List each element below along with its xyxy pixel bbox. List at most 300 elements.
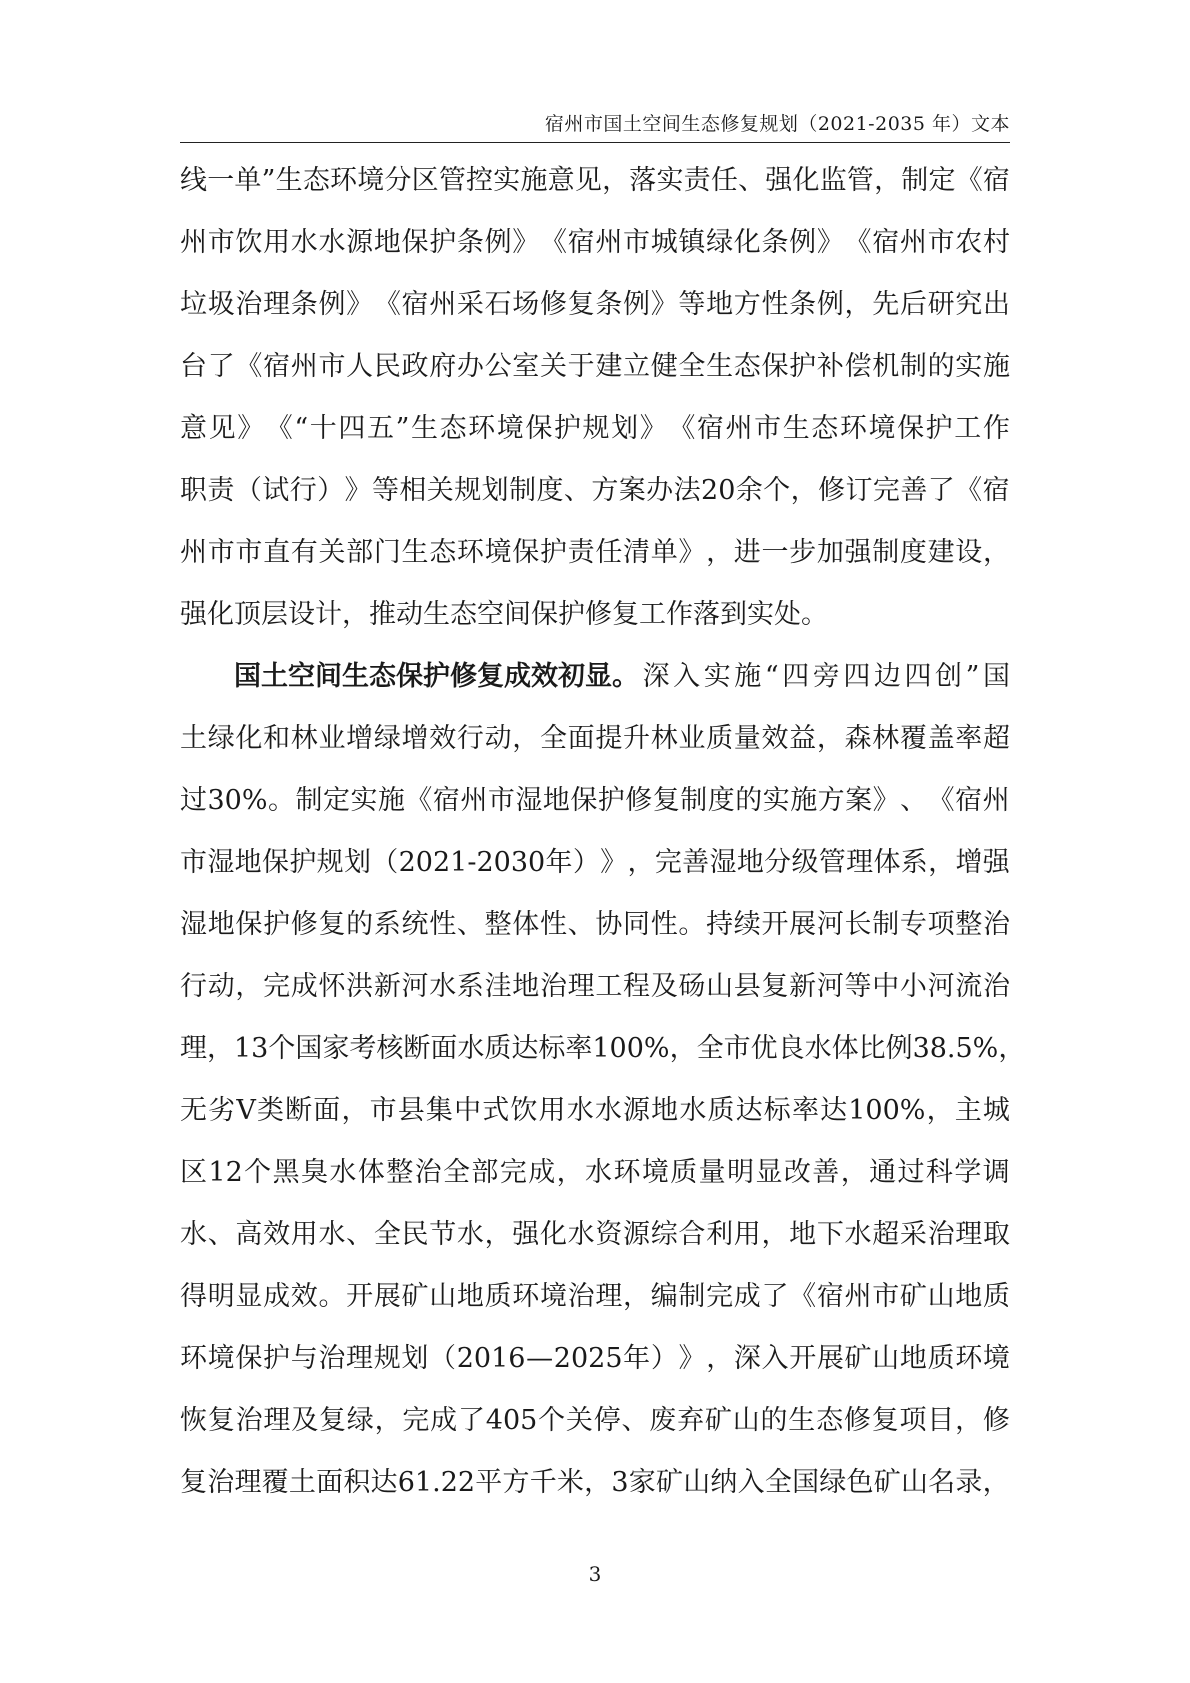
glyph: 率 [791,1095,819,1126]
glyph: 洼 [484,971,512,1002]
glyph: 案 [845,785,873,816]
glyph: ， [874,165,902,196]
glyph: 明 [727,1157,755,1188]
text-line [180,832,1010,894]
glyph: 订 [845,475,873,506]
glyph: 率 [565,1033,593,1064]
glyph: 规 [582,413,610,444]
glyph: 实 [762,785,790,816]
glyph: 《 [844,227,872,258]
glyph: 制 [509,475,537,506]
glyph: 一 [761,537,789,568]
glyph: 清 [623,537,650,568]
glyph: 完 [654,847,682,878]
glyph: 目 [927,1405,955,1436]
glyph: 得 [180,1281,207,1312]
glyph: 试 [262,475,290,506]
glyph: 护 [263,909,291,940]
glyph: 用 [290,1219,318,1250]
glyph: 家 [322,1033,350,1064]
glyph: 纳 [710,1467,738,1498]
glyph: ， [235,971,263,1002]
glyph: 展 [373,1281,401,1312]
glyph: 农 [955,227,983,258]
glyph: 《 [927,785,955,816]
glyph: 生 [782,413,810,444]
glyph: 的 [760,1405,788,1436]
glyph: 台 [180,351,207,382]
glyph: ， [484,1219,512,1250]
glyph: 环 [512,1281,540,1312]
glyph: 林 [650,723,678,754]
glyph: 洪 [346,971,374,1002]
glyph: 分 [384,165,412,196]
glyph: 水 [804,1033,832,1064]
glyph: 地 [234,847,262,878]
glyph: 过 [897,1157,925,1188]
glyph: ” [395,413,410,444]
glyph: 态 [429,537,457,568]
glyph: 治 [414,1157,442,1188]
glyph: 水 [318,1219,346,1250]
glyph: 标 [763,1095,791,1126]
glyph: 持 [706,909,734,940]
glyph: 405 [485,1405,538,1436]
glyph: 与 [290,1343,318,1374]
glyph: 关 [318,537,346,568]
glyph: ） [572,847,600,878]
glyph: 定 [322,785,350,816]
glyph: 施 [790,785,818,816]
glyph: 质 [707,1095,735,1126]
glyph: 国 [295,1033,323,1064]
text-line [180,460,1010,522]
glyph: 源 [346,227,374,258]
glyph: 》 [816,227,844,258]
glyph: 完 [706,1281,734,1312]
glyph: 了 [457,1405,485,1436]
glyph: 理 [180,1033,207,1064]
glyph: 质 [982,1281,1010,1312]
glyph: 、 [738,165,766,196]
glyph: 主 [954,1095,982,1126]
glyph: ， [844,289,872,320]
glyph: ， [761,1219,789,1250]
glyph: ， [669,1033,697,1064]
glyph: 砀 [678,971,706,1002]
glyph: 四 [904,661,932,692]
glyph: ” [965,661,980,692]
glyph: 境 [496,413,524,444]
glyph: 复 [567,289,595,320]
glyph: 市 [927,227,955,258]
glyph: 治 [539,971,567,1002]
glyph: 护 [429,227,457,258]
glyph: 环 [613,1157,641,1188]
glyph: “ [764,661,779,692]
glyph: 步 [789,537,817,568]
glyph: 化 [733,227,761,258]
glyph: 单 [234,165,262,196]
glyph: ， [816,723,844,754]
glyph: 设 [955,537,983,568]
glyph: 立 [623,351,650,382]
glyph: 节 [429,1219,457,1250]
glyph: 项 [927,909,955,940]
glyph: ， [706,1343,734,1374]
glyph: 环 [839,413,867,444]
glyph: 复 [761,971,789,1002]
glyph: 水 [679,1095,707,1126]
glyph: 实 [493,165,521,196]
glyph: 升 [623,723,650,754]
glyph: 护 [263,1343,291,1374]
glyph: 、 [346,1219,374,1250]
glyph: ， [627,847,655,878]
glyph: 工 [595,971,623,1002]
glyph: 质 [484,1281,512,1312]
glyph: 断 [285,1095,313,1126]
glyph: 例 [318,289,346,320]
glyph: 地 [512,971,540,1002]
glyph: 平 [475,1467,503,1498]
glyph: 入 [737,1467,765,1498]
glyph: 资 [595,1219,623,1250]
glyph: 公 [484,351,512,382]
glyph: ， [512,723,540,754]
glyph: 集 [425,1095,453,1126]
glyph: 新 [373,971,401,1002]
glyph: 了 [927,475,955,506]
glyph: 性 [429,909,457,940]
glyph: 完 [263,971,291,1002]
glyph: 增 [401,723,429,754]
glyph: 3 [611,1467,629,1498]
glyph: 境 [641,1157,669,1188]
glyph: 治 [567,1281,595,1312]
glyph: 市 [369,1095,397,1126]
glyph: 比 [858,1033,886,1064]
glyph: 市 [487,785,515,816]
glyph: 式 [482,1095,510,1126]
glyph: 个 [268,1033,296,1064]
glyph: 度 [899,537,927,568]
glyph: 部 [346,537,374,568]
glyph: 质 [927,1343,955,1374]
glyph: 理 [567,971,595,1002]
glyph: 》 [639,413,667,444]
glyph: 责 [683,165,711,196]
glyph: 施 [982,351,1010,382]
glyph: 地 [651,1095,679,1126]
glyph: 个 [538,1405,566,1436]
glyph: 成 [733,1281,761,1312]
glyph: 编 [650,1281,678,1312]
glyph: 。 [678,909,706,940]
glyph: 《 [668,413,696,444]
glyph: 水 [318,227,346,258]
glyph: 余 [735,475,763,506]
glyph: 综 [650,1219,678,1250]
glyph: 湿 [207,847,235,878]
glyph: 利 [706,1219,734,1250]
glyph: 体 [357,1157,385,1188]
glyph: 州 [429,289,457,320]
glyph: 市 [723,1033,751,1064]
glyph: （ [371,847,399,878]
glyph: 偿 [844,351,872,382]
glyph: 制 [678,1281,706,1312]
glyph: ， [556,1157,584,1188]
glyph: “ [294,413,309,444]
text-line [180,274,1010,336]
glyph: 《 [235,351,263,382]
glyph: 健 [650,351,678,382]
glyph: 善 [682,847,710,878]
glyph: （ [429,1343,457,1374]
glyph: 水 [566,1095,594,1126]
glyph: 水 [329,1157,357,1188]
glyph: ， [790,475,818,506]
glyph: 宿 [263,351,291,382]
glyph: 质 [484,1033,512,1064]
glyph: 的 [927,351,955,382]
glyph: 、 [621,1405,649,1436]
glyph: 体 [512,909,540,940]
glyph: 市 [180,847,207,878]
glyph: 怀 [318,971,346,1002]
glyph: 高 [235,1219,263,1250]
glyph: 全 [443,1157,471,1188]
text-line [180,708,1010,770]
glyph: 水 [456,1219,484,1250]
text-line [180,956,1010,1018]
glyph: 了 [761,1281,789,1312]
glyph: 一 [207,165,235,196]
glyph: 显 [755,1157,783,1188]
glyph: ， [706,537,734,568]
glyph: 地 [207,909,235,940]
glyph: 后 [899,289,927,320]
paragraph-2 [180,646,1026,1514]
glyph: 法 [673,475,701,506]
glyph: 镇 [678,227,706,258]
glyph: 规 [373,1343,401,1374]
text-line [180,894,1010,956]
glyph: 境 [868,413,896,444]
glyph: 家 [628,1467,656,1498]
glyph: 府 [429,351,457,382]
glyph: ， [928,847,956,878]
glyph: 关 [426,475,454,506]
text-line [180,1018,1026,1080]
text-line [180,212,1010,274]
glyph: 开 [761,909,789,940]
glyph: 例 [789,227,817,258]
glyph: 境 [539,1281,567,1312]
glyph: 系 [456,971,484,1002]
glyph: 落 [629,165,657,196]
glyph: 《 [405,785,433,816]
text-line [180,1328,1010,1390]
glyph: 州 [460,785,488,816]
glyph: 施 [377,785,405,816]
glyph: 城 [650,227,678,258]
glyph: 意 [180,413,207,444]
glyph: 保 [261,847,289,878]
glyph: 复 [652,785,680,816]
glyph: 宿 [432,785,460,816]
glyph: ” [261,165,276,196]
text-line [180,1452,1010,1514]
glyph: 中 [872,971,900,1002]
glyph: 进 [733,537,761,568]
glyph: 实 [350,785,378,816]
glyph: 方 [733,289,761,320]
text-line [180,336,1010,398]
glyph: 源 [623,1219,650,1250]
glyph: 划 [611,413,639,444]
glyph: 护 [553,413,581,444]
glyph: 补 [816,351,844,382]
glyph: 质 [706,723,734,754]
glyph: 入 [761,1343,789,1374]
glyph: 性 [761,289,789,320]
glyph: 态 [439,413,467,444]
glyph: 山 [706,971,734,1002]
glyph: 环 [330,165,358,196]
glyph: 规 [316,847,344,878]
glyph: 用 [733,1219,761,1250]
glyph: 于 [567,351,595,382]
glyph: 水 [844,1219,872,1250]
glyph: ， [341,1095,369,1126]
glyph: 量 [733,723,761,754]
glyph: 、 [900,785,928,816]
glyph: 效 [290,1281,318,1312]
glyph: 强 [765,165,793,196]
glyph: 率 [955,723,983,754]
glyph: 项 [899,1405,927,1436]
glyph: 过 [180,785,207,816]
glyph: 州 [180,227,207,258]
text-line [180,1080,1010,1142]
glyph: 程 [623,971,650,1002]
glyph: 面 [567,723,595,754]
glyph: 展 [816,1343,844,1374]
glyph: 效 [263,1219,291,1250]
glyph: 盖 [927,723,955,754]
glyph: 责 [207,475,235,506]
glyph: 地 [456,1281,484,1312]
glyph: 湿 [180,909,207,940]
glyph: 面 [313,1095,341,1126]
glyph: 山 [872,1343,900,1374]
glyph: 划 [401,1343,429,1374]
text-line [180,1390,1010,1452]
glyph: 管 [438,165,466,196]
glyph: 林 [290,723,318,754]
glyph: 量 [698,1157,726,1188]
text-line [180,522,1010,584]
glyph: 用 [263,227,291,258]
glyph: 保 [512,537,540,568]
glyph: 加 [816,537,844,568]
glyph: 生 [410,413,438,444]
glyph: 整 [955,909,983,940]
glyph: 续 [733,909,761,940]
glyph: 及 [650,971,678,1002]
glyph: 例 [623,289,650,320]
glyph: ， [602,165,630,196]
glyph: 圾 [207,289,235,320]
glyph: 条 [595,289,623,320]
glyph: 》 [344,475,372,506]
glyph: 区 [411,165,439,196]
text-line [180,1266,1010,1328]
glyph: 面 [430,1033,458,1064]
glyph: 方 [502,1467,530,1498]
glyph: 动 [484,723,512,754]
glyph: 山 [927,1281,955,1312]
glyph: 、 [456,909,484,940]
glyph: 统 [401,909,429,940]
glyph: 制 [899,351,927,382]
glyph: 控 [466,165,494,196]
glyph: 垃 [180,289,207,320]
glyph: ， [840,1157,868,1188]
glyph: 等 [678,289,706,320]
glyph: 深 [642,661,670,692]
glyph: 质 [670,1157,698,1188]
glyph: 个 [244,1157,272,1188]
running-header: 宿州市国土空间生态修复规划（2021-2035 年）文本 [544,113,1010,135]
glyph: 》 [678,537,706,568]
glyph: 划 [343,847,371,878]
paragraph-1 [180,150,1010,646]
glyph: 修 [625,785,653,816]
glyph: 国 [982,661,1010,692]
glyph: 年 [545,847,573,878]
glyph: 流 [955,971,983,1002]
glyph: 2021-2030 [398,847,546,878]
glyph: 境 [357,165,385,196]
glyph: 完 [872,475,900,506]
glyph: 达 [820,1095,848,1126]
glyph: 保 [401,227,429,258]
glyph: 见 [208,413,236,444]
glyph: 城 [982,1095,1010,1126]
glyph: 保 [761,351,789,382]
glyph: 20 [701,475,736,506]
glyph: 境 [484,537,512,568]
glyph: ， [955,1405,983,1436]
glyph: 市 [235,537,263,568]
glyph: 》 [650,289,678,320]
glyph: 绿 [819,1467,847,1498]
glyph: 业 [678,723,706,754]
glyph: 边 [873,661,901,692]
glyph: ， [584,1467,612,1498]
glyph: 、 [567,909,595,940]
glyph: 市 [318,351,346,382]
glyph: 市 [754,413,782,444]
glyph: 任 [710,165,738,196]
glyph: 定 [928,165,956,196]
glyph: 化 [792,165,820,196]
glyph: 达 [511,1033,539,1064]
glyph: 治 [927,1219,955,1250]
